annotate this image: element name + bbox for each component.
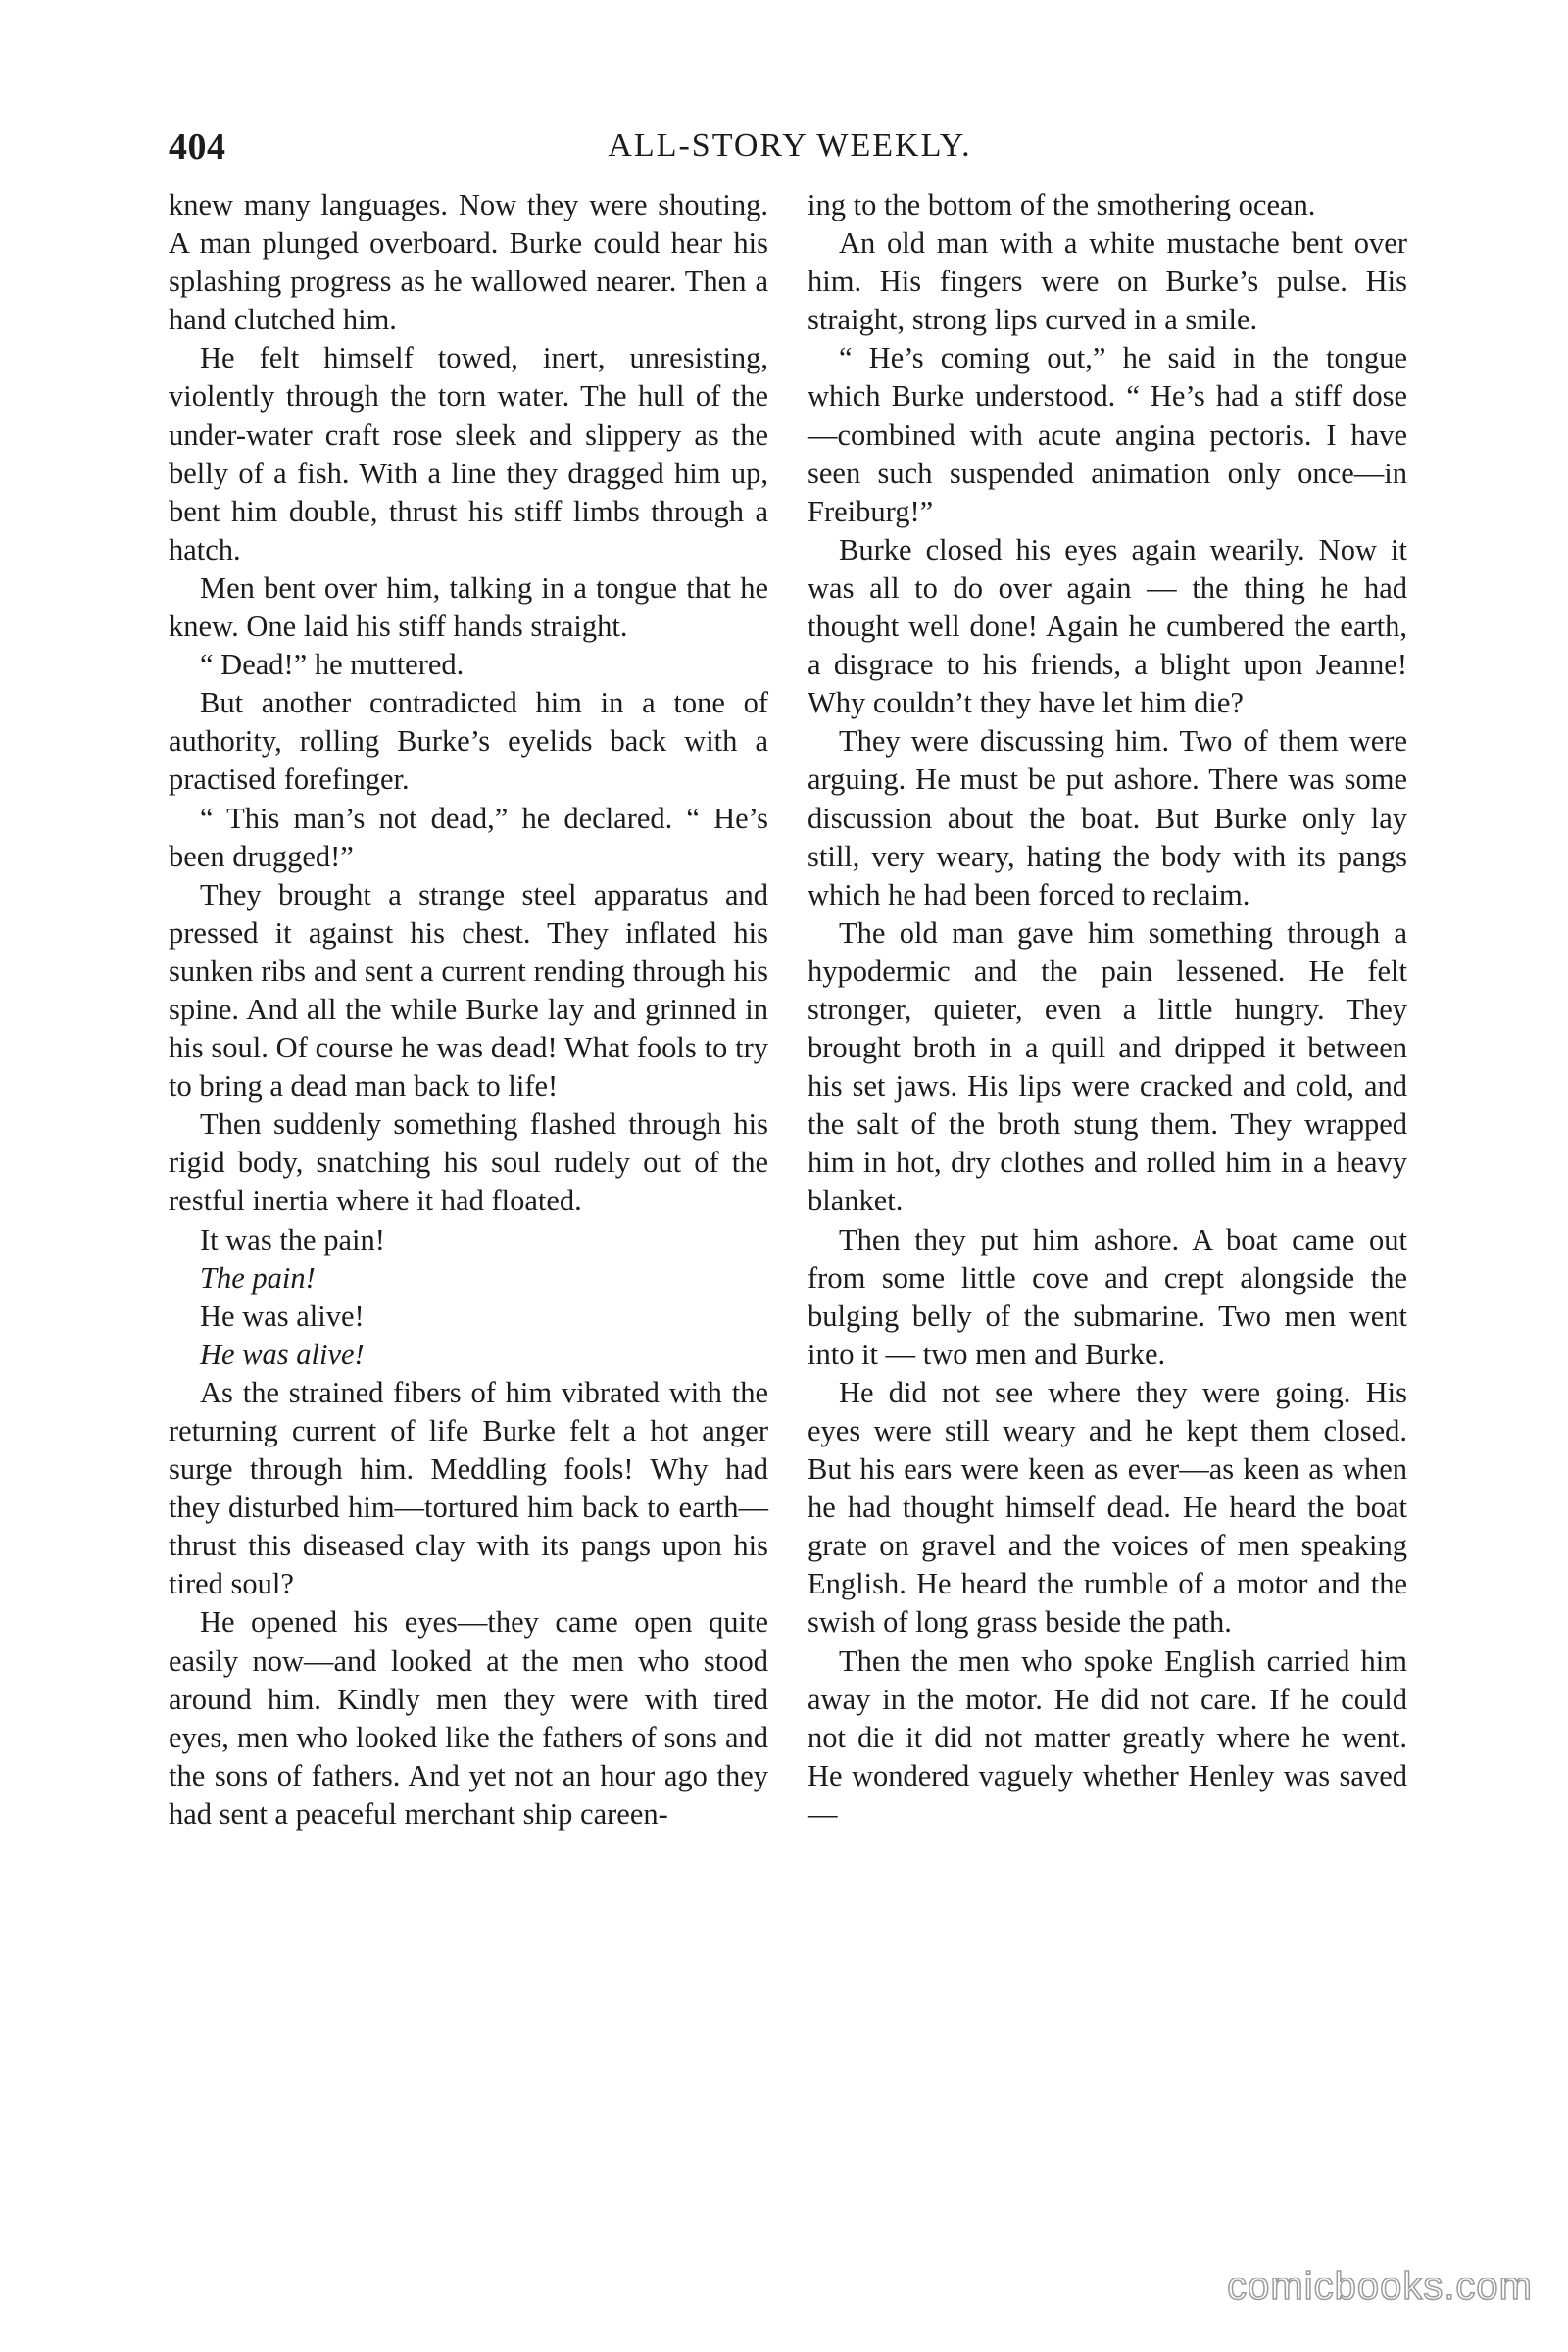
paragraph: He opened his eyes—they came open quite easily now—and looked at the men who stood around him. Kindly men they were with tired eyes, men who looked like the fathers of sons and the sons of fathers. And yet not an hour ago they had sent a peaceful merchant ship careen-: [169, 1605, 768, 1831]
paragraph: An old man with a white mustache bent over him. His fingers were on Burke’s pulse. His straight, strong lips curved in a smile.: [808, 226, 1407, 337]
paragraph: Then they put him ashore. A boat came out from some little cove and crept alongside the bulging belly of the submarine. Two men went into it — two men and Burke.: [808, 1222, 1407, 1371]
left-text-column: [169, 186, 768, 1834]
page-header: [169, 125, 1411, 184]
paragraph: The pain!: [200, 1260, 316, 1295]
paragraph: He did not see where they were going. His eyes were still weary and he kept them closed. But his ears were keen as ever—as keen as when he had thought himself dead. He heard the boat grate on gravel and the voices of men speaking English. He heard the rumble of a motor and the swish of long grass beside the path.: [808, 1375, 1407, 1640]
running-title: ALL-STORY WEEKLY.: [608, 127, 972, 164]
paragraph: As the strained fibers of him vibrated with the returning current of life Burke felt a hot anger surge through him. Meddling fools! Why had they disturbed him—tortured him back to earth—thrust this diseased clay with its pangs upon his tired soul?: [169, 1375, 768, 1601]
paragraph: He was alive!: [200, 1337, 365, 1371]
paragraph: “ This man’s not dead,” he declared. “ He’s been drugged!”: [169, 801, 768, 873]
paragraph: ing to the bottom of the smothering ocean.: [808, 188, 1316, 221]
paragraph: They were discussing him. Two of them were arguing. He must be put ashore. There was some discussion about the boat. But Burke only lay still, very weary, hating the body with its pangs which he had been forced to reclaim.: [808, 724, 1407, 911]
paragraph: Then suddenly something flashed through his rigid body, snatching his soul rudely out of the restful inertia where it had floated.: [169, 1107, 768, 1218]
paragraph: Men bent over him, talking in a tongue that he knew. One laid his stiff hands straight.: [169, 570, 768, 644]
paragraph: But another contradicted him in a tone of authority, rolling Burke’s eyelids back with a practised forefinger.: [169, 686, 768, 797]
paragraph: The old man gave him something through a hypodermic and the pain lessened. He felt stronger, quieter, even a little hungry. They brought broth in a quill and dripped it between his set jaws. His lips were cracked and cold, and the salt of the broth stung them. They wrapped him in hot, dry clothes and rolled him in a heavy blanket.: [808, 915, 1407, 1218]
paragraph: Burke closed his eyes again wearily. Now it was all to do over again — the thing he had thought well done! Again he cumbered the earth, a disgrace to his friends, a blight upon Jeanne! Why couldn’t they have let him die?: [808, 532, 1407, 720]
paragraph: They brought a strange steel apparatus and pressed it against his chest. They inflated his sunken ribs and sent a current rending through his spine. And all the while Burke lay and grinned in his soul. Of course he was dead! What fools to try to bring a dead man back to life!: [169, 877, 768, 1103]
paragraph: “ Dead!” he muttered.: [200, 648, 465, 682]
paragraph: knew many languages. Now they were shouting. A man plunged overboard. Burke could hear his splashing progress as he wallowed nearer. Then a hand clutched him.: [169, 188, 768, 337]
site-watermark: comicbooks.com: [1227, 2265, 1533, 2308]
paragraph: He was alive!: [200, 1298, 365, 1333]
page-number: 404: [169, 126, 226, 168]
right-text-column: [808, 186, 1407, 1834]
paragraph: It was the pain!: [200, 1222, 385, 1256]
paragraph: He felt himself towed, inert, unresisting, violently through the torn water. The hull of the under-water craft rose sleek and slippery as the belly of a fish. With a line they dragged him up, bent him double, thrust his stiff limbs through a hatch.: [169, 341, 768, 566]
paragraph: “ He’s coming out,” he said in the tongue which Burke understood. “ He’s had a stiff dose—combined with acute angina pectoris. I have seen such suspended animation only once—in Freiburg!”: [808, 341, 1407, 528]
paragraph: Then the men who spoke English carried him away in the motor. He did not care. If he could not die it did not matter greatly where he went. He wondered vaguely whether Henley was saved—: [808, 1643, 1407, 1831]
